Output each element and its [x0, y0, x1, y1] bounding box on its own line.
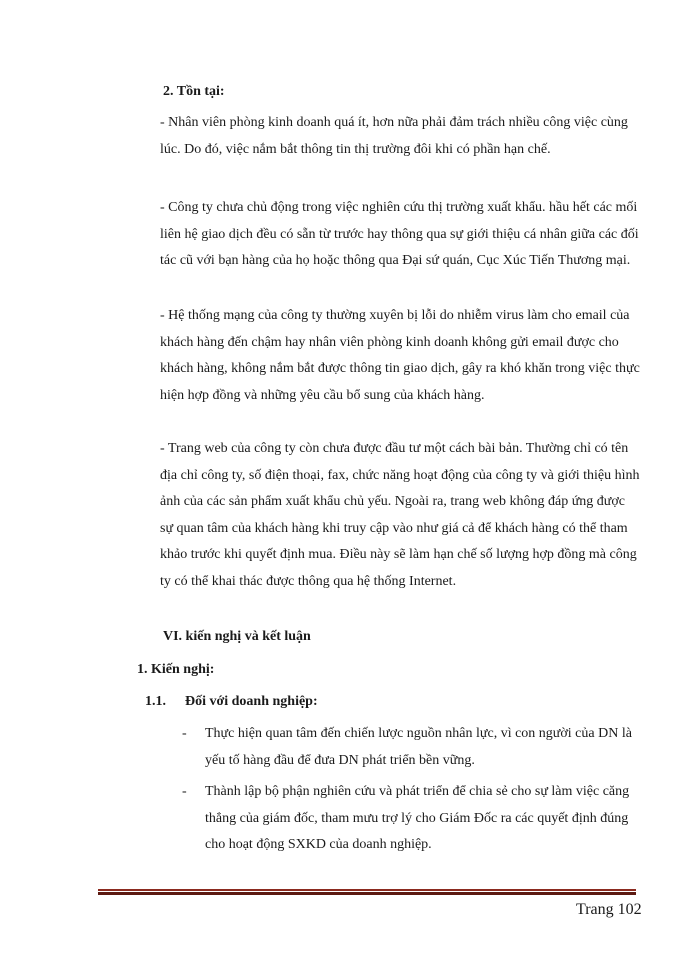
page-number: Trang 102 — [576, 901, 642, 918]
paragraph-3: - Hệ thống mạng của công ty thường xuyên bị lỗi do nhiễm virus làm cho email của khách hàng đến chậm hay nhân viên phòng kinh doanh không gửi email được cho khách hàng, không nắm bắt được thông tin giao dịch, gây ra khó khăn trong việc thực hiện hợp đồng và những yêu cầu bổ sung của khách hàng. — [160, 308, 640, 403]
bullet-dash: - — [182, 784, 187, 799]
footer-divider-thick — [98, 892, 636, 895]
paragraph-2: - Công ty chưa chủ động trong việc nghiên cứu thị trường xuất khẩu. hầu hết các mối liên hệ giao dịch đều có sẵn từ trước hay thông qua sự giới thiệu cá nhân giữa các đối tác cũ với bạn hàng của họ hoặc thông qua Đại sứ quán, Cục Xúc Tiến Thương mại. — [160, 200, 639, 268]
heading-number-1-1: 1.1. — [145, 694, 166, 709]
paragraph-4: - Trang web của công ty còn chưa được đầu tư một cách bài bản. Thường chỉ có tên địa chỉ công ty, số điện thoại, fax, chức năng hoạt động của công ty và giới thiệu hình ảnh của các sản phẩm xuất khẩu chủ yếu. Ngoài ra, trang web không đáp ứng được sự quan tâm của khách hàng khi truy cập vào như giá cả để khách hàng có thể tham khảo trước khi quyết định mua. Điều này sẽ làm hạn chế số lượng hợp đồng mà công ty có thể khai thác được thông qua hệ thống Internet. — [160, 441, 640, 589]
bullet-text-1: Thực hiện quan tâm đến chiến lược nguồn nhân lực, vì con người của DN là yếu tố hàng đầu để đưa DN phát triển bền vững. — [205, 726, 632, 768]
heading-doi-voi-doanh-nghiep: Đối với doanh nghiệp: — [185, 694, 318, 709]
heading-kien-nghi: 1. Kiến nghị: — [137, 662, 215, 677]
list-item — [182, 779, 642, 859]
bullet-text-2: Thành lập bộ phận nghiên cứu và phát triển để chia sẻ cho sự làm việc căng thẳng của giám đốc, tham mưu trợ lý cho Giám Đốc ra các quyết định đúng cho hoạt động SXKD của doanh nghiệp. — [205, 784, 630, 852]
heading-kien-nghi-ket-luan: VI. kiến nghị và kết luận — [163, 629, 311, 644]
list-item — [182, 721, 642, 775]
paragraph-1: - Nhân viên phòng kinh doanh quá ít, hơn nữa phải đảm trách nhiều công việc cùng lúc. Do đó, việc nắm bắt thông tin thị trường đôi khi có phần hạn chế. — [160, 115, 628, 157]
footer-divider-thin — [98, 889, 636, 891]
heading-ton-tai: 2. Tồn tại: — [163, 84, 225, 99]
bullet-dash: - — [182, 726, 187, 741]
